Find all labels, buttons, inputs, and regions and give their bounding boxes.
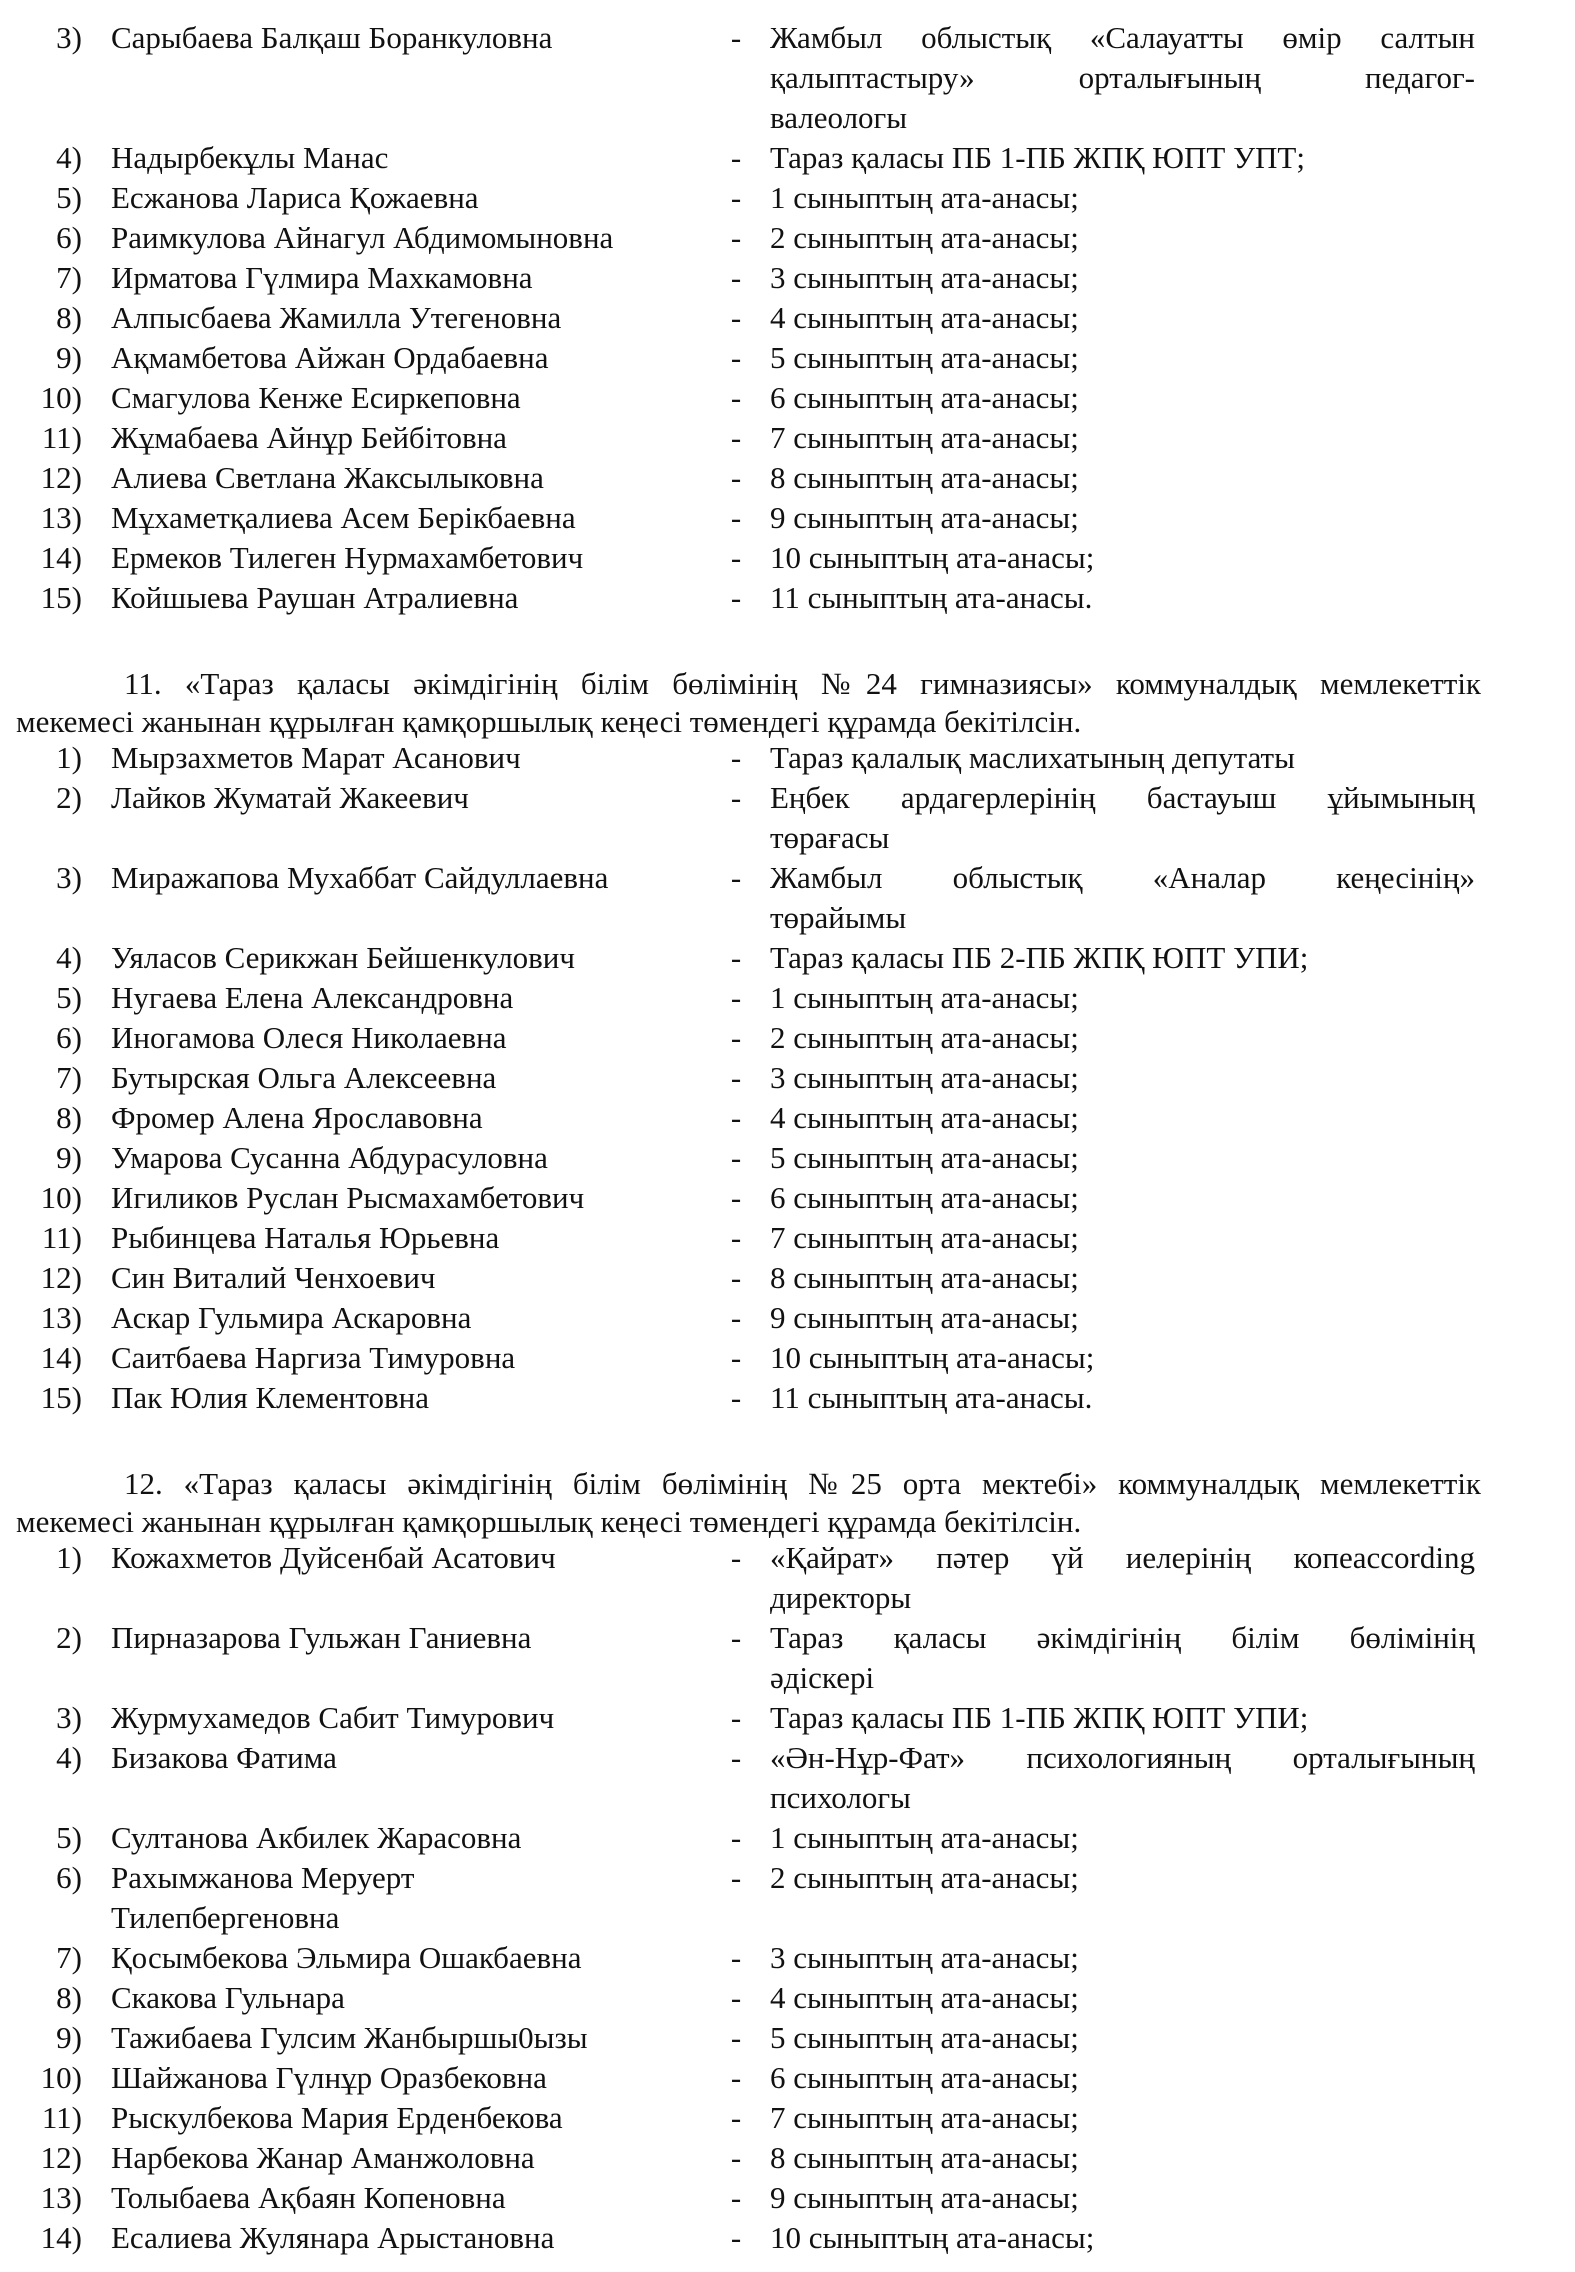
dash-separator: -	[730, 1060, 742, 1095]
item-number: 9)	[56, 2020, 82, 2055]
member-name: Умарова Сусанна Абдурасуловна	[111, 1140, 548, 1175]
dash-separator: -	[730, 2060, 742, 2095]
member-name: Надырбекұлы Манас	[111, 140, 389, 175]
member-role: Жамбыл облыстық «Аналар кеңесінің»	[770, 860, 1475, 895]
member-role: Тараз қаласы ПБ 1-ПБ ЖПҚ ЮПТ УПТ;	[770, 140, 1305, 175]
member-name: Фромер Алена Ярославовна	[111, 1100, 483, 1135]
list-item	[0, 1178, 1575, 1218]
dash-separator: -	[730, 860, 742, 895]
member-name: Султанова Акбилек Жарасовна	[111, 1820, 522, 1855]
member-role: 4 сыныптың ата-анасы;	[770, 1980, 1079, 2015]
member-role: 5 сыныптың ата-анасы;	[770, 1140, 1079, 1175]
dash-separator: -	[730, 1700, 742, 1735]
list-item	[0, 1538, 1575, 1618]
list-item	[0, 218, 1575, 258]
dash-separator: -	[730, 380, 742, 415]
dash-separator: -	[730, 1100, 742, 1135]
item-number: 11)	[41, 420, 82, 455]
item-number: 10)	[40, 380, 82, 415]
item-number: 8)	[56, 300, 82, 335]
list-item	[0, 778, 1575, 858]
item-number: 5)	[56, 1820, 82, 1855]
heading-line-2: мекемесі жанынан құрылған қамқоршылық кеңесі төмендегі құрамда бекітілсін.	[16, 1504, 1082, 1539]
item-number: 15)	[40, 580, 82, 615]
member-role: 11 сыныптың ата-анасы.	[770, 1380, 1093, 1415]
item-number: 7)	[56, 1060, 82, 1095]
dash-separator: -	[730, 540, 742, 575]
list-item	[0, 18, 1575, 138]
member-name: Шайжанова Гүлнұр Оразбековна	[111, 2060, 547, 2095]
item-number: 4)	[56, 140, 82, 175]
dash-separator: -	[730, 1260, 742, 1295]
member-role: 8 сыныптың ата-анасы;	[770, 1260, 1079, 1295]
member-role: Тараз қаласы ПБ 1-ПБ ЖПҚ ЮПТ УПИ;	[770, 1700, 1309, 1735]
member-name: Уяласов Серикжан Бейшенкулович	[111, 940, 575, 975]
member-name: Толыбаева Ақбаян Копеновна	[111, 2180, 506, 2215]
item-number: 15)	[40, 1380, 82, 1415]
item-number: 10)	[40, 2060, 82, 2095]
member-role: 7 сыныптың ата-анасы;	[770, 420, 1079, 455]
list-item	[0, 1018, 1575, 1058]
item-number: 3)	[56, 860, 82, 895]
item-number: 14)	[40, 540, 82, 575]
item-number: 6)	[56, 1860, 82, 1895]
list-item	[0, 418, 1575, 458]
dash-separator: -	[730, 420, 742, 455]
list-item	[0, 1818, 1575, 1858]
member-name: Скакова Гульнара	[111, 1980, 345, 2015]
item-number: 7)	[56, 260, 82, 295]
member-name: Саитбаева Наргиза Тимуровна	[111, 1340, 516, 1375]
item-number: 2)	[56, 780, 82, 815]
member-role: 5 сыныптың ата-анасы;	[770, 340, 1079, 375]
member-role: директоры	[770, 1580, 912, 1615]
dash-separator: -	[730, 2140, 742, 2175]
member-name: Рыскулбекова Мария Ерденбекова	[111, 2100, 563, 2135]
dash-separator: -	[730, 1020, 742, 1055]
member-role: 10 сыныптың ата-анасы;	[770, 2220, 1095, 2255]
item-number: 4)	[56, 940, 82, 975]
member-name: Сарыбаева Балқаш Боранкуловна	[111, 20, 553, 55]
item-number: 14)	[40, 1340, 82, 1375]
item-number: 6)	[56, 1020, 82, 1055]
list-item	[0, 1618, 1575, 1698]
list-item	[0, 2178, 1575, 2218]
member-role: 1 сыныптың ата-анасы;	[770, 980, 1079, 1015]
list-item	[0, 1058, 1575, 1098]
member-role: «Ән-Нұр-Фат» психологияның орталығының	[770, 1740, 1475, 1775]
list-item	[0, 1378, 1575, 1418]
item-number: 12)	[40, 1260, 82, 1295]
member-role: Тараз қаласы ПБ 2-ПБ ЖПҚ ЮПТ УПИ;	[770, 940, 1309, 975]
member-name: Койшыева Раушан Атралиевна	[111, 580, 519, 615]
dash-separator: -	[730, 740, 742, 775]
list-item	[0, 2218, 1575, 2258]
dash-separator: -	[730, 1980, 742, 2015]
item-number: 8)	[56, 1100, 82, 1135]
member-role: 3 сыныптың ата-анасы;	[770, 260, 1079, 295]
item-number: 13)	[40, 2180, 82, 2215]
member-name: Алиева Светлана Жаксылыковна	[111, 460, 544, 495]
list-item	[0, 1098, 1575, 1138]
member-name: Есалиева Жулянара Арыстановна	[111, 2220, 555, 2255]
list-item	[0, 178, 1575, 218]
member-role: 2 сыныптың ата-анасы;	[770, 1860, 1079, 1895]
member-name: Тажибаева Гулсим Жанбыршы0ызы	[111, 2020, 588, 2055]
member-role: Тараз қалалық маслихатының депутаты	[770, 740, 1295, 775]
dash-separator: -	[730, 1860, 742, 1895]
member-name: Смагулова Кенже Есиркеповна	[111, 380, 521, 415]
member-role: валеологы	[770, 100, 908, 135]
list-item	[0, 338, 1575, 378]
item-number: 4)	[56, 1740, 82, 1775]
list-item	[0, 1338, 1575, 1378]
member-name: Пак Юлия Клементовна	[111, 1380, 429, 1415]
list-item	[0, 2018, 1575, 2058]
list-item	[0, 978, 1575, 1018]
dash-separator: -	[730, 1820, 742, 1855]
item-number: 2)	[56, 1620, 82, 1655]
member-role: 2 сыныптың ата-анасы;	[770, 220, 1079, 255]
heading-line-1: 11. «Тараз қаласы әкімдігінің білім бөлімінің №24 гимназиясы» коммуналдық мемлекеттік	[124, 666, 1481, 701]
item-number: 5)	[56, 980, 82, 1015]
item-number: 12)	[40, 460, 82, 495]
list-item	[0, 1858, 1575, 1938]
member-role: 4 сыныптың ата-анасы;	[770, 1100, 1079, 1135]
dash-separator: -	[730, 20, 742, 55]
member-name: Син Виталий Ченхоевич	[111, 1260, 436, 1295]
dash-separator: -	[730, 180, 742, 215]
dash-separator: -	[730, 1380, 742, 1415]
item-number: 14)	[40, 2220, 82, 2255]
heading-line-2: мекемесі жанынан құрылған қамқоршылық кеңесі төмендегі құрамда бекітілсін.	[16, 704, 1082, 739]
member-role: төрайымы	[770, 900, 907, 935]
list-item	[0, 378, 1575, 418]
item-number: 3)	[56, 20, 82, 55]
member-role: 7 сыныптың ата-анасы;	[770, 1220, 1079, 1255]
member-name: Ақмамбетова Айжан Ордабаевна	[111, 340, 549, 375]
list-item	[0, 1138, 1575, 1178]
list-item	[0, 1218, 1575, 1258]
dash-separator: -	[730, 1340, 742, 1375]
member-role: 3 сыныптың ата-анасы;	[770, 1060, 1079, 1095]
member-role: психологы	[770, 1780, 911, 1815]
dash-separator: -	[730, 260, 742, 295]
dash-separator: -	[730, 2180, 742, 2215]
dash-separator: -	[730, 940, 742, 975]
member-name: Игиликов Руслан Рысмахамбетович	[111, 1180, 585, 1215]
member-role: 11 сыныптың ата-анасы.	[770, 580, 1093, 615]
member-role: 8 сыныптың ата-анасы;	[770, 2140, 1079, 2175]
dash-separator: -	[730, 1740, 742, 1775]
member-role: 10 сыныптың ата-анасы;	[770, 1340, 1095, 1375]
dash-separator: -	[730, 300, 742, 335]
list-item	[0, 938, 1575, 978]
member-role: Жамбыл облыстық «Салауатты өмір салтын	[770, 20, 1475, 55]
list-item	[0, 1938, 1575, 1978]
member-role: 10 сыныптың ата-анасы;	[770, 540, 1095, 575]
member-name: Миражапова Мухаббат Сайдуллаевна	[111, 860, 609, 895]
member-role: «Қайрат» пәтер үй иелерінің копеaccording	[770, 1540, 1475, 1575]
member-name: Кожахметов Дуйсенбай Асатович	[111, 1540, 556, 1575]
item-number: 9)	[56, 340, 82, 375]
member-role: 9 сыныптың ата-анасы;	[770, 500, 1079, 535]
member-role: 4 сыныптың ата-анасы;	[770, 300, 1079, 335]
dash-separator: -	[730, 220, 742, 255]
member-name: Тилепбергеновна	[111, 1900, 340, 1935]
dash-separator: -	[730, 1180, 742, 1215]
dash-separator: -	[730, 1220, 742, 1255]
member-role: 7 сыныптың ата-анасы;	[770, 2100, 1079, 2135]
item-number: 6)	[56, 220, 82, 255]
dash-separator: -	[730, 340, 742, 375]
member-role: 3 сыныптың ата-анасы;	[770, 1940, 1079, 1975]
member-name: Есжанова Лариса Қожаевна	[111, 180, 479, 215]
list-item	[0, 1738, 1575, 1818]
member-name: Рыбинцева Наталья Юрьевна	[111, 1220, 500, 1255]
dash-separator: -	[730, 1140, 742, 1175]
dash-separator: -	[730, 2220, 742, 2255]
item-number: 7)	[56, 1940, 82, 1975]
member-role: 8 сыныптың ата-анасы;	[770, 460, 1079, 495]
dash-separator: -	[730, 460, 742, 495]
member-role: 6 сыныптың ата-анасы;	[770, 1180, 1079, 1215]
list-item	[0, 1698, 1575, 1738]
member-role: әдіскері	[770, 1660, 875, 1695]
member-name: Алпысбаева Жамилла Утегеновна	[111, 300, 562, 335]
member-name: Жұмабаева Айнұр Бейбітовна	[111, 420, 507, 455]
dash-separator: -	[730, 1940, 742, 1975]
dash-separator: -	[730, 2100, 742, 2135]
member-name: Рахымжанова Меруерт	[111, 1860, 415, 1895]
member-name: Мұхаметқалиева Асем Берікбаевна	[111, 500, 576, 535]
item-number: 9)	[56, 1140, 82, 1175]
item-number: 12)	[40, 2140, 82, 2175]
section-heading	[16, 1465, 1481, 1541]
item-number: 10)	[40, 1180, 82, 1215]
member-name: Аскар Гульмира Аскаровна	[111, 1300, 472, 1335]
item-number: 13)	[40, 1300, 82, 1335]
member-role: 1 сыныптың ата-анасы;	[770, 1820, 1079, 1855]
member-name: Иногамова Олеся Николаевна	[111, 1020, 507, 1055]
member-name: Қосымбекова Эльмира Ошакбаевна	[111, 1940, 582, 1975]
list-item	[0, 498, 1575, 538]
dash-separator: -	[730, 1540, 742, 1575]
member-role: Тараз қаласы әкімдігінің білім бөлімінің	[770, 1620, 1475, 1655]
dash-separator: -	[730, 980, 742, 1015]
member-role: төрағасы	[770, 820, 890, 855]
member-name: Пирназарова Гульжан Ганиевна	[111, 1620, 532, 1655]
member-name: Ермеков Тилеген Нурмахамбетович	[111, 540, 584, 575]
dash-separator: -	[730, 500, 742, 535]
list-item	[0, 138, 1575, 178]
list-item	[0, 1258, 1575, 1298]
member-name: Нугаева Елена Александровна	[111, 980, 514, 1015]
list-item	[0, 1298, 1575, 1338]
list-item	[0, 738, 1575, 778]
dash-separator: -	[730, 1300, 742, 1335]
dash-separator: -	[730, 580, 742, 615]
member-role: 2 сыныптың ата-анасы;	[770, 1020, 1079, 1055]
member-role: 9 сыныптың ата-анасы;	[770, 1300, 1079, 1335]
item-number: 13)	[40, 500, 82, 535]
member-name: Журмухамедов Сабит Тимурович	[111, 1700, 555, 1735]
list-item	[0, 298, 1575, 338]
dash-separator: -	[730, 780, 742, 815]
member-name: Ирматова Гүлмира Махкамовна	[111, 260, 533, 295]
item-number: 11)	[41, 1220, 82, 1255]
list-item	[0, 1978, 1575, 2018]
member-name: Раимкулова Айнагул Абдимомыновна	[111, 220, 614, 255]
member-role: 5 сыныптың ата-анасы;	[770, 2020, 1079, 2055]
member-role: 6 сыныптың ата-анасы;	[770, 380, 1079, 415]
dash-separator: -	[730, 2020, 742, 2055]
list-item	[0, 2098, 1575, 2138]
list-item	[0, 258, 1575, 298]
dash-separator: -	[730, 140, 742, 175]
list-item	[0, 578, 1575, 618]
member-role: Еңбек ардагерлерінің бастауыш ұйымының	[770, 780, 1475, 815]
member-name: Нарбекова Жанар Аманжоловна	[111, 2140, 535, 2175]
list-item	[0, 2138, 1575, 2178]
member-name: Лайков Жуматай Жакеевич	[111, 780, 469, 815]
item-number: 1)	[56, 1540, 82, 1575]
item-number: 8)	[56, 1980, 82, 2015]
member-name: Бутырская Ольга Алексеевна	[111, 1060, 497, 1095]
list-item	[0, 2058, 1575, 2098]
list-item	[0, 858, 1575, 938]
item-number: 5)	[56, 180, 82, 215]
member-role: қалыптастыру» орталығының педагог-	[770, 60, 1475, 95]
list-item	[0, 538, 1575, 578]
item-number: 3)	[56, 1700, 82, 1735]
member-name: Бизакова Фатима	[111, 1740, 337, 1775]
item-number: 1)	[56, 740, 82, 775]
list-item	[0, 458, 1575, 498]
dash-separator: -	[730, 1620, 742, 1655]
member-role: 1 сыныптың ата-анасы;	[770, 180, 1079, 215]
member-name: Мырзахметов Марат Асанович	[111, 740, 521, 775]
item-number: 11)	[41, 2100, 82, 2135]
section-heading	[16, 665, 1481, 741]
member-role: 6 сыныптың ата-анасы;	[770, 2060, 1079, 2095]
member-role: 9 сыныптың ата-анасы;	[770, 2180, 1079, 2215]
heading-line-1: 12. «Тараз қаласы әкімдігінің білім бөлімінің №25 орта мектебі» коммуналдық мемлекеттік	[124, 1466, 1481, 1501]
